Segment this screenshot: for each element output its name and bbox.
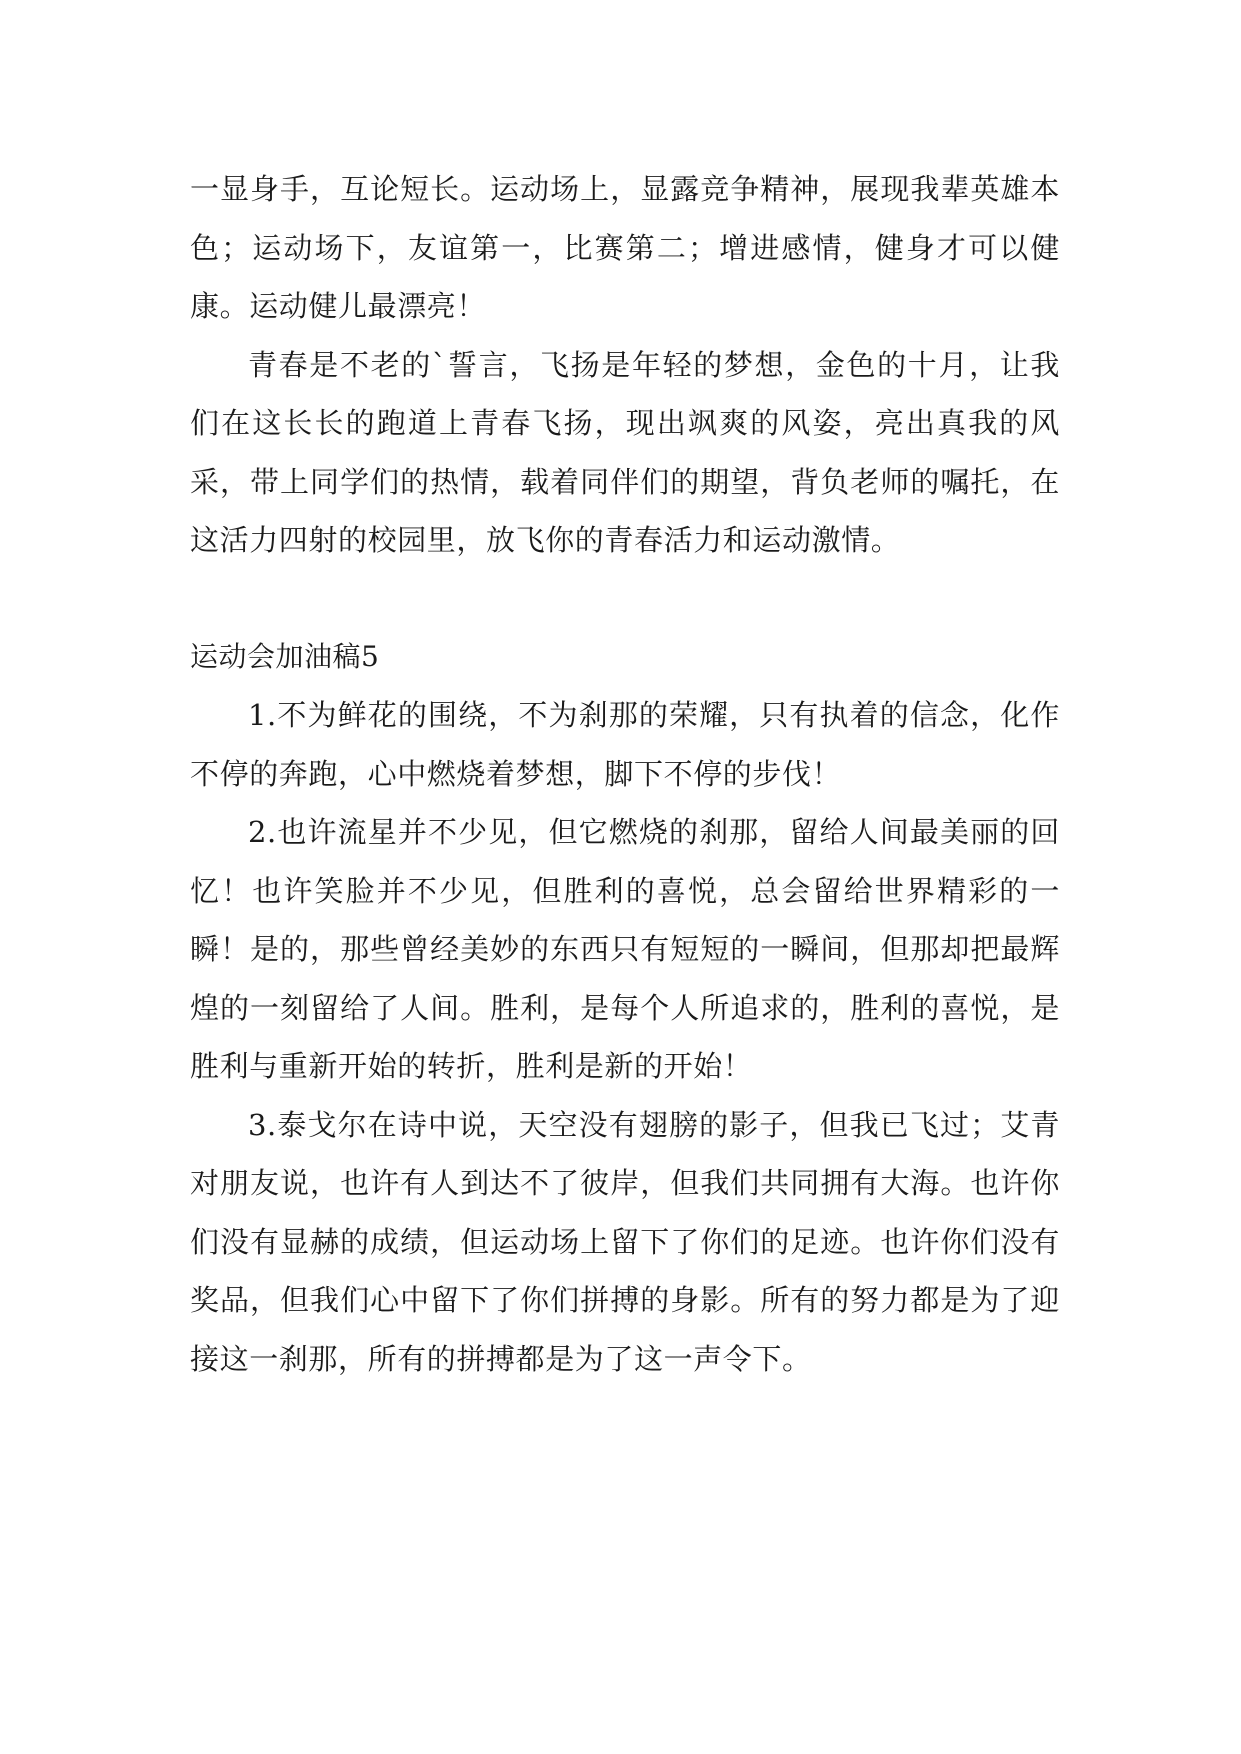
list-item-1: 1.不为鲜花的围绕，不为刹那的荣耀，只有执着的信念，化作不停的奔跑，心中燃烧着梦想，脚下不停的步伐！ [190,698,1060,791]
list-item-3: 3.泰戈尔在诗中说，天空没有翅膀的影子，但我已飞过；艾青对朋友说，也许有人到达不了彼岸，但我们共同拥有大海。也许你们没有显赫的成绩，但运动场上留下了你们的足迹。也许你们没有奖品，但我们心中留下了你们拼搏的身影。所有的努力都是为了迎接这一刹那，所有的拼搏都是为了这一声令下。 [190,1107,1060,1376]
paragraph-continuation: 一显身手，互论短长。运动场上，显露竞争精神，展现我辈英雄本色；运动场下，友谊第一，比赛第二；增进感情，健身才可以健康。运动健儿最漂亮！ [190,172,1060,323]
section-title: 运动会加油稿5 [190,639,380,673]
list-item-2: 2.也许流星并不少见，但它燃烧的刹那，留给人间最美丽的回忆！也许笑脸并不少见，但胜利的喜悦，总会留给世界精彩的一瞬！是的，那些曾经美妙的东西只有短短的一瞬间，但那却把最辉煌的一刻留给了人间。胜利，是每个人所追求的，胜利的喜悦，是胜利与重新开始的转折，胜利是新的开始！ [190,815,1060,1083]
paragraph-youth: 青春是不老的`誓言，飞扬是年轻的梦想，金色的十月，让我们在这长长的跑道上青春飞扬，现出飒爽的风姿，亮出真我的风采，带上同学们的热情，载着同伴们的期望，背负老师的嘱托，在这活力四射的校园里，放飞你的青春活力和运动激情。 [190,347,1060,557]
document-body [190,160,1060,1388]
